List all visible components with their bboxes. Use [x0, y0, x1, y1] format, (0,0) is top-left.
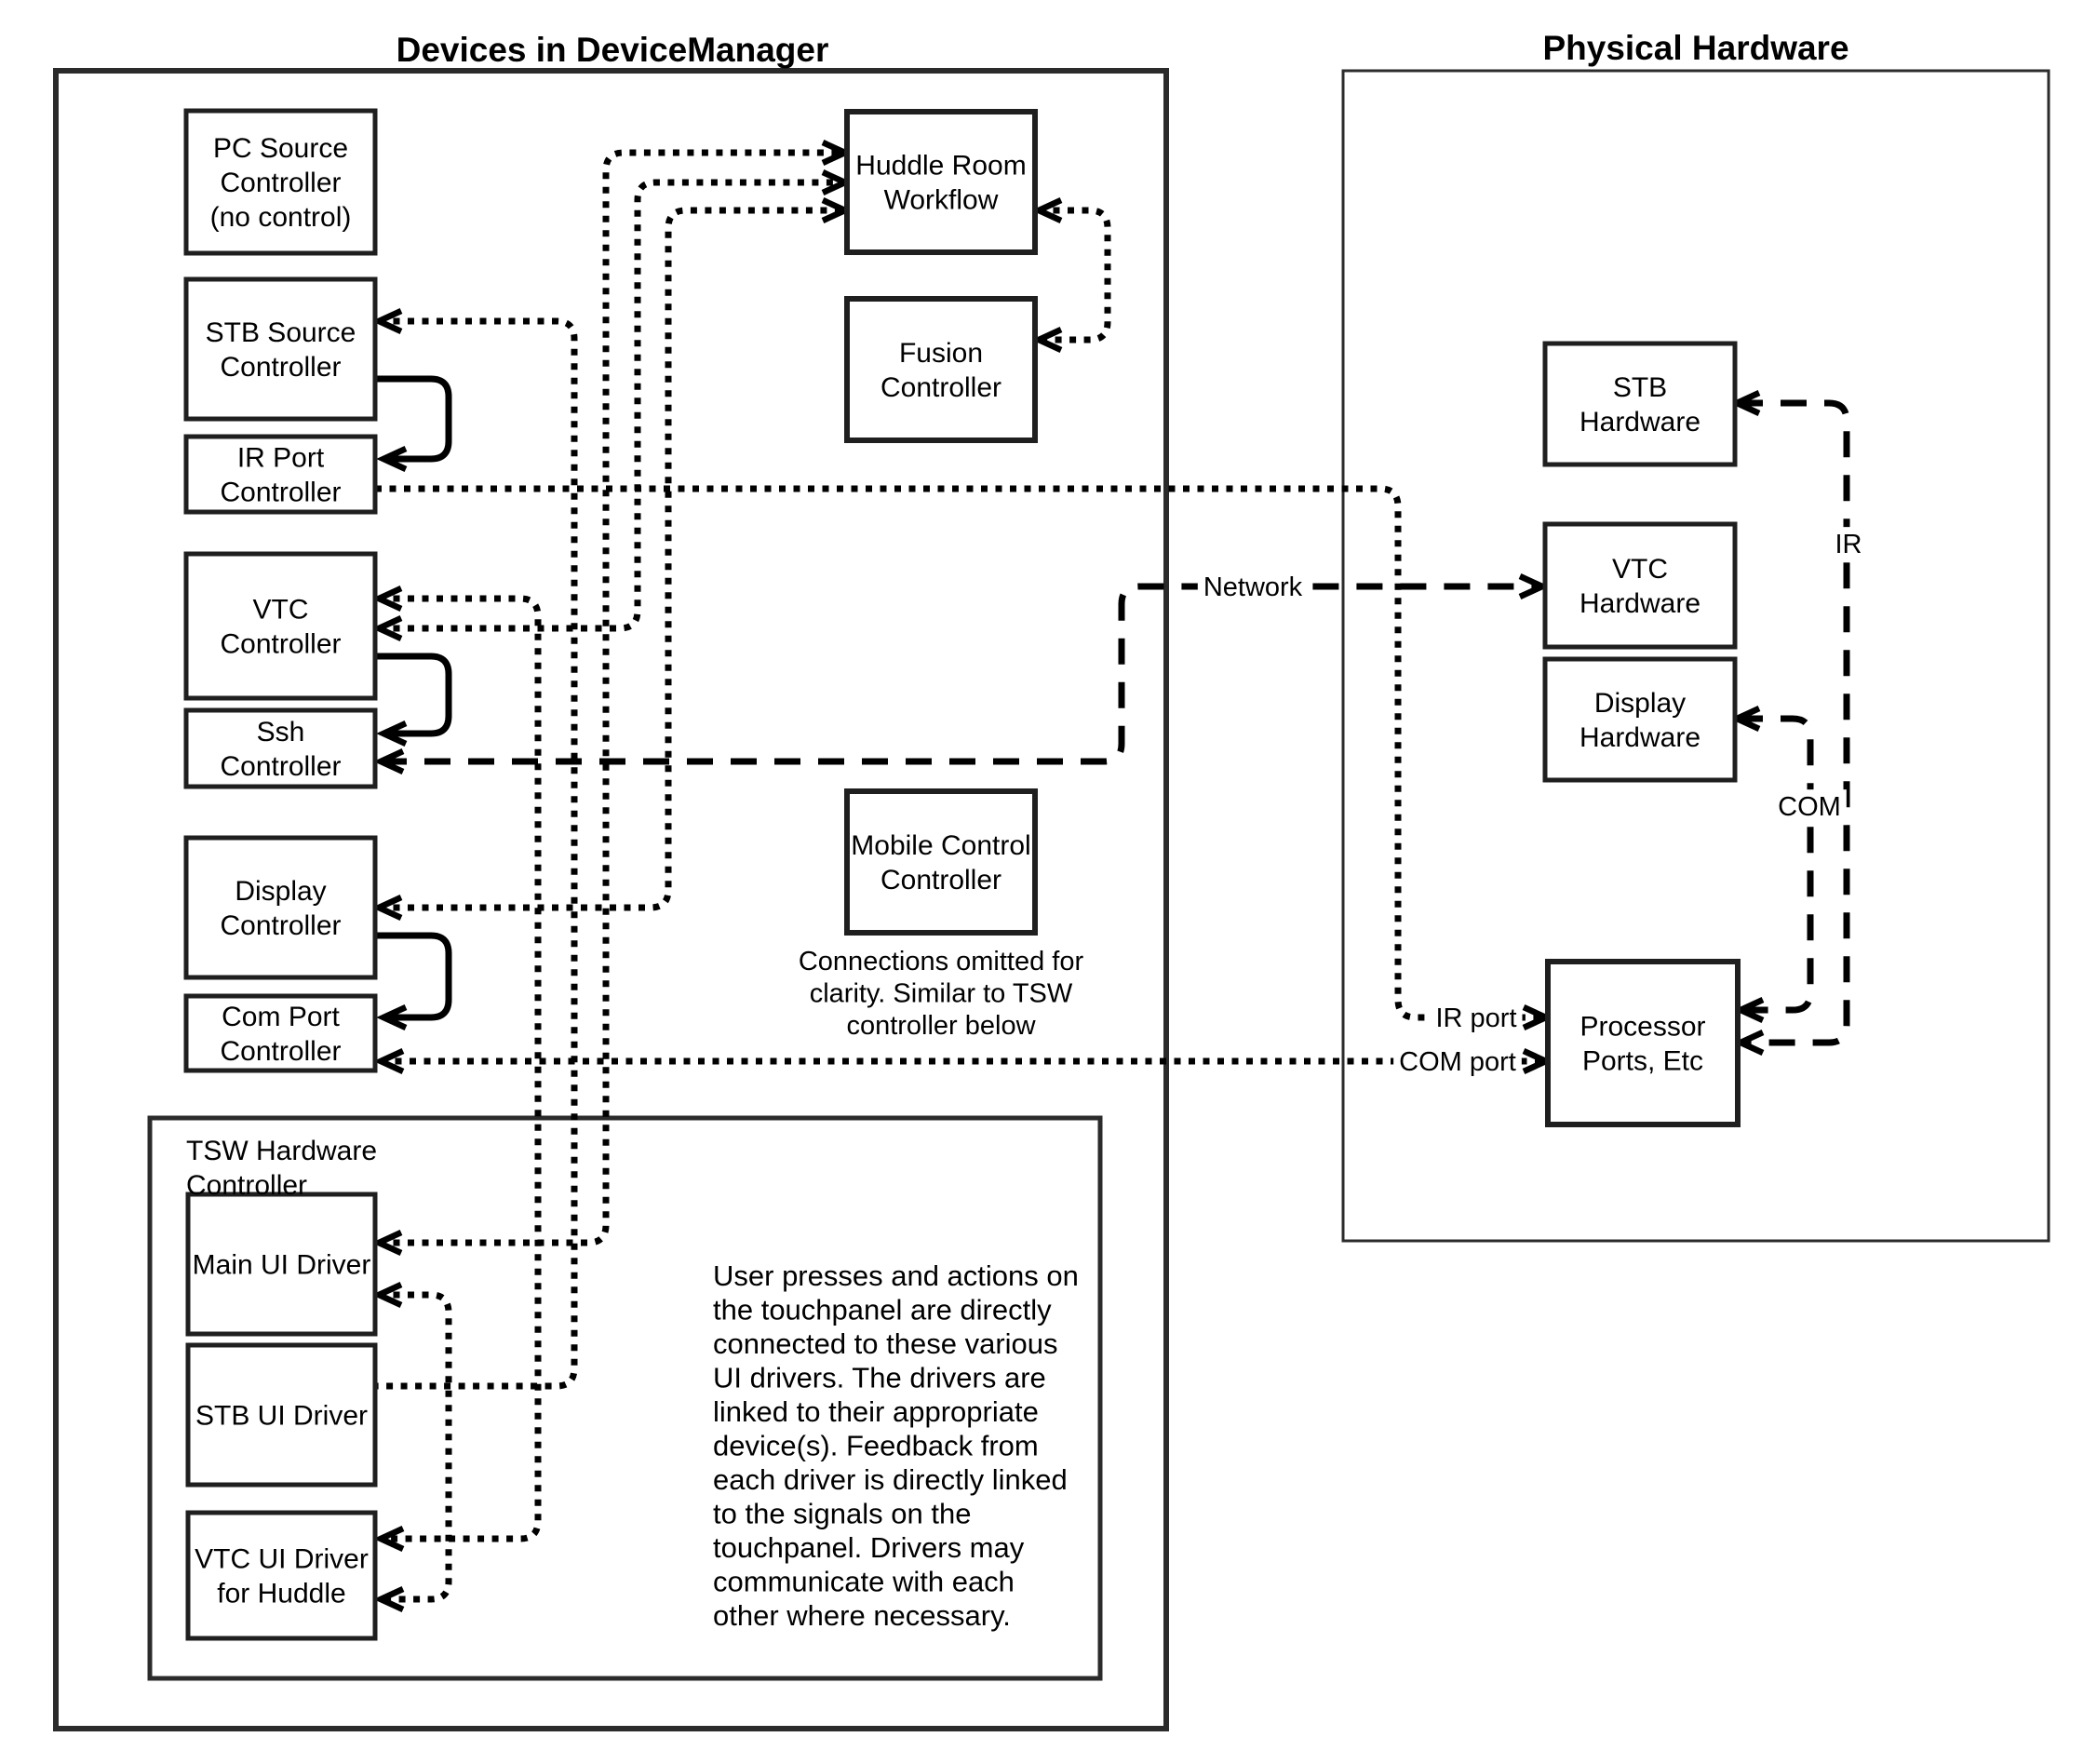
text-tsw-paragraph-line6: device(s). Feedback from [713, 1429, 1039, 1462]
box-mobile-control-controller-label-line1: Mobile Control [851, 830, 1031, 861]
box-huddle-room-workflow [847, 112, 1035, 252]
box-processor-ports-label-line2: Ports, Etc [1581, 1045, 1704, 1077]
box-processor-ports-label-line1: Processor [1579, 1011, 1706, 1043]
box-ir-port-controller-label-line2: Controller [220, 477, 342, 508]
text-tsw-paragraph-line10: communicate with each [713, 1565, 1015, 1598]
connector-ir-port-to-processor [375, 489, 1546, 1017]
box-vtc-hardware-label-line1: VTC [1612, 554, 1668, 585]
box-ir-port-controller [186, 437, 375, 512]
box-vtc-ui-driver-label-line1: VTC UI Driver [195, 1543, 369, 1575]
label-ir-port-label: IR port [1435, 1003, 1517, 1034]
box-vtc-ui-driver-frame [188, 1513, 375, 1638]
box-mobile-control-controller-frame [847, 791, 1035, 933]
box-stb-hardware [1545, 343, 1735, 465]
text-tsw-paragraph-line3: connected to these various [713, 1327, 1058, 1360]
box-ir-port-controller-label-line1: IR Port [236, 442, 325, 474]
box-com-port-controller-label-line2: Controller [220, 1036, 342, 1067]
box-main-ui-driver-label-line1: Main UI Driver [192, 1249, 371, 1281]
box-pc-source-controller-label-line1: PC Source [212, 133, 349, 164]
box-fusion-controller-label-line2: Controller [880, 372, 1002, 403]
box-vtc-controller-frame [186, 554, 375, 698]
box-vtc-controller-label-line1: VTC [252, 594, 309, 626]
box-display-hardware-label-line2: Hardware [1579, 722, 1701, 753]
text-tsw-paragraph-line7: each driver is directly linked [713, 1463, 1068, 1496]
connector-network-ssh-vtc-hardware [381, 586, 1542, 761]
box-processor-ports-frame [1548, 962, 1738, 1124]
box-display-controller [186, 838, 375, 977]
box-com-port-controller-label-line1: Com Port [222, 1002, 340, 1032]
label-network-label: Network [1203, 572, 1303, 603]
box-mobile-control-controller-label-line2: Controller [880, 865, 1002, 895]
box-huddle-room-workflow-frame [847, 112, 1035, 252]
connector-vtc-ui-vtc-controller [379, 599, 538, 1539]
connector-vtc-to-ssh [375, 656, 449, 734]
box-vtc-hardware [1545, 524, 1735, 647]
box-stb-ui-driver-label-line1: STB UI Driver [195, 1400, 369, 1432]
box-stb-hardware-label-line1: STB [1612, 372, 1668, 403]
box-stb-source-controller-label-line2: Controller [220, 352, 342, 383]
box-stb-source-controller [186, 279, 375, 419]
box-display-controller-label-line1: Display [235, 876, 327, 907]
connector-ir-stb-hardware-processor [1737, 403, 1847, 1043]
box-mobile-control-controller [847, 791, 1035, 933]
connector-display-controller-huddle [379, 210, 845, 908]
text-mobile-caption-line1: Connections omitted for [798, 947, 1084, 976]
box-pc-source-controller-label-line2: Controller [220, 168, 342, 198]
text-tsw-paragraph [713, 1259, 1079, 1632]
connector-stb-ui-to-stb-source [375, 321, 574, 1386]
box-vtc-hardware-frame [1545, 524, 1735, 647]
text-tsw-label-line2: Controller [186, 1170, 308, 1201]
box-display-hardware [1545, 659, 1735, 780]
text-tsw-label [186, 1136, 377, 1201]
box-vtc-hardware-label-line2: Hardware [1579, 588, 1701, 619]
label-com-label: COM [1778, 792, 1841, 823]
text-tsw-paragraph-line4: UI drivers. The drivers are [713, 1361, 1046, 1394]
box-ssh-controller-label-line2: Controller [220, 751, 342, 782]
box-fusion-controller-label-line1: Fusion [898, 338, 984, 369]
text-mobile-caption [799, 947, 1084, 1041]
text-tsw-paragraph-line11: other where necessary. [713, 1599, 1011, 1632]
text-tsw-paragraph-line5: linked to their appropriate [713, 1395, 1039, 1428]
box-fusion-controller [847, 299, 1035, 440]
box-vtc-controller-label-line2: Controller [220, 628, 342, 660]
text-tsw-label-line1: TSW Hardware [186, 1136, 378, 1166]
text-mobile-caption-line2: clarity. Similar to TSW [809, 978, 1073, 1009]
title-devices-title: Devices in DeviceManager [396, 31, 829, 69]
connector-stb-source-to-ir-port [375, 379, 449, 459]
box-pc-source-controller-label-line3: (no control) [209, 202, 352, 233]
box-pc-source-controller [186, 111, 375, 253]
box-huddle-room-workflow-label-line2: Workflow [883, 184, 999, 216]
box-stb-ui-driver [188, 1345, 375, 1485]
box-display-controller-label-line2: Controller [220, 910, 342, 941]
text-tsw-paragraph-line1: User presses and actions on [713, 1259, 1079, 1292]
box-stb-source-controller-frame [186, 279, 375, 419]
box-vtc-ui-driver [188, 1513, 375, 1638]
box-stb-hardware-frame [1545, 343, 1735, 465]
connector-huddle-fusion [1039, 210, 1108, 340]
box-ssh-controller [186, 710, 375, 787]
text-mobile-caption-line3: controller below [846, 1011, 1036, 1041]
box-stb-hardware-label-line2: Hardware [1579, 407, 1701, 438]
box-display-hardware-label-line1: Display [1593, 688, 1687, 719]
box-vtc-ui-driver-label-line2: for Huddle [217, 1578, 346, 1609]
box-vtc-controller [186, 554, 375, 698]
label-ir-label: IR [1835, 530, 1862, 560]
connector-com-display-hardware-processor [1737, 719, 1810, 1010]
connector-main-ui-vtc-ui [379, 1295, 449, 1599]
box-huddle-room-workflow-label-line1: Huddle Room [855, 150, 1027, 182]
box-fusion-controller-frame [847, 299, 1035, 440]
box-display-hardware-frame [1545, 659, 1735, 780]
title-physical-title: Physical Hardware [1542, 29, 1849, 67]
text-tsw-paragraph-line9: touchpanel. Drivers may [713, 1531, 1025, 1564]
box-com-port-controller [186, 996, 375, 1071]
box-main-ui-driver [188, 1194, 375, 1334]
box-stb-source-controller-label-line1: STB Source [205, 317, 356, 348]
text-tsw-paragraph-line8: to the signals on the [713, 1497, 972, 1530]
box-processor-ports [1548, 962, 1738, 1124]
connector-display-to-com-port [375, 936, 449, 1017]
label-com-port-label: COM port [1399, 1047, 1516, 1078]
text-tsw-paragraph-line2: the touchpanel are directly [713, 1293, 1052, 1326]
box-ssh-controller-label-line1: Ssh [256, 717, 305, 747]
box-display-controller-frame [186, 838, 375, 977]
